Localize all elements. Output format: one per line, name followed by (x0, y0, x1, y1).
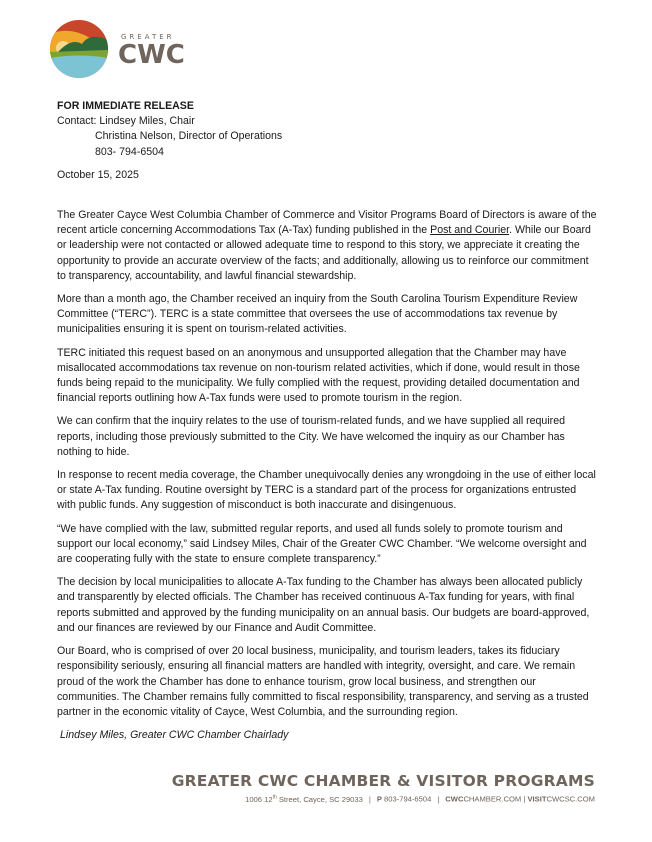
release-label: FOR IMMEDIATE RELEASE (57, 100, 194, 112)
release-date: October 15, 2025 (57, 168, 139, 181)
contact-line: Contact: Lindsey Miles, Chair (57, 115, 195, 128)
footer-contact-info (172, 794, 595, 804)
logo-cwc-text: CWC (118, 40, 185, 70)
press-release-body (57, 99, 597, 743)
paragraph-1-text: The Greater Cayce West Columbia Chamber of Commerce and Visitor Programs Board of Directors is aware of the recent article concerning Accommodations Tax (A-Tax) funding published in the (57, 209, 597, 237)
paragraph-1-text-end: . While our Board or leadership were not contacted or allowed adequate time to respond to this story, we appreciate it creating the opportunity to provide an accurate overview of the facts; and additionally, allowing us to reinforce our commitment to transparency, accountability, and lawful financial stewardship. (57, 224, 591, 282)
footer-phone: P 803-794-6504 (376, 794, 432, 804)
signature: Lindsey Miles, Greater CWC Chamber Chairlady (60, 729, 289, 742)
paragraph-4: We can confirm that the inquiry relates to the use of tourism-related funds, and we have supplied all required reports, including those previously submitted to the City. We have welcomed the inquiry as our Chamber has nothing to hide. (57, 415, 565, 458)
paragraph-8: Our Board, who is comprised of over 20 local business, municipality, and tourism leaders, takes its fiduciary responsibility seriously, ensuring all financial matters are handled with integrity, oversight, and care. We remain proud of the work the Chamber has done to enhance tourism, grow local business, and strengthen our communities. The Chamber remains fully committed to fiscal responsibility, transparency, and serving as a trusted partner in the economic vitality of Cayce, West Columbia, and the surrounding region. (57, 645, 589, 718)
paragraph-6-quote: “We have complied with the law, submitted regular reports, and used all funds solely to promote tourism and support our local economy,” said Lindsey Miles, Chair of the Greater CWC Chamber. “We welcome oversight and are cooperating fully with the state to ensure complete transparency.” (57, 522, 587, 566)
contact-phone: 803- 794-6504 (95, 145, 164, 158)
post-and-courier-link[interactable]: Post and Courier (430, 224, 510, 237)
logo-greater-text: GREATER (121, 33, 175, 41)
paragraph-2: More than a month ago, the Chamber received an inquiry from the South Carolina Tourism Expenditure Review Committee (“TERC”). TERC is a state committee that oversees the use of accommodations tax revenue by municipalities ensuring it is spent on tourism-related activities. (57, 293, 578, 336)
paragraph-1 (57, 208, 597, 284)
footer-title: GREATER CWC CHAMBER & VISITOR PROGRAMS (171, 772, 595, 790)
landscape-circle-icon (50, 20, 108, 78)
separator: | (437, 794, 440, 804)
greater-cwc-logo (50, 20, 200, 80)
footer-site-visit[interactable]: VISITCWCSC.COM (527, 794, 595, 804)
letterhead-footer (172, 772, 595, 804)
separator: | (523, 794, 526, 804)
paragraph-5: In response to recent media coverage, the Chamber unequivocally denies any wrongdoing in the use of either local or state A-Tax funding. Routine oversight by TERC is a standard part of the process for organizations entrusted with public funds. Any suggestion of misconduct is both inaccurate and disingenuous. (57, 469, 596, 512)
footer-address: 1006 12th Street, Cayce, SC 29033 (245, 794, 363, 804)
separator: | (368, 794, 371, 804)
contact-second: Christina Nelson, Director of Operations (95, 130, 283, 143)
paragraph-7: The decision by local municipalities to allocate A-Tax funding to the Chamber has always been allocated publicly and transparently by elected officials. The Chamber has received continuous A-Tax funding for years, with final reports submitted and approved by the funding municipality on an annual basis. Our budgets are board-approved, and our finances are reviewed by our Finance and Audit Committee. (57, 576, 590, 634)
footer-site-chamber[interactable]: CWCCHAMBER.COM (445, 794, 522, 804)
paragraph-3: TERC initiated this request based on an anonymous and unsupported allegation that the Chamber may have misallocated accommodations tax revenue on non-tourism related activities, which if done, would result in those funds being repaid to the municipality. We fully complied with the request, providing detailed documentation and financial reports outlining how A-Tax funds were used to promote tourism in the region. (57, 346, 580, 405)
